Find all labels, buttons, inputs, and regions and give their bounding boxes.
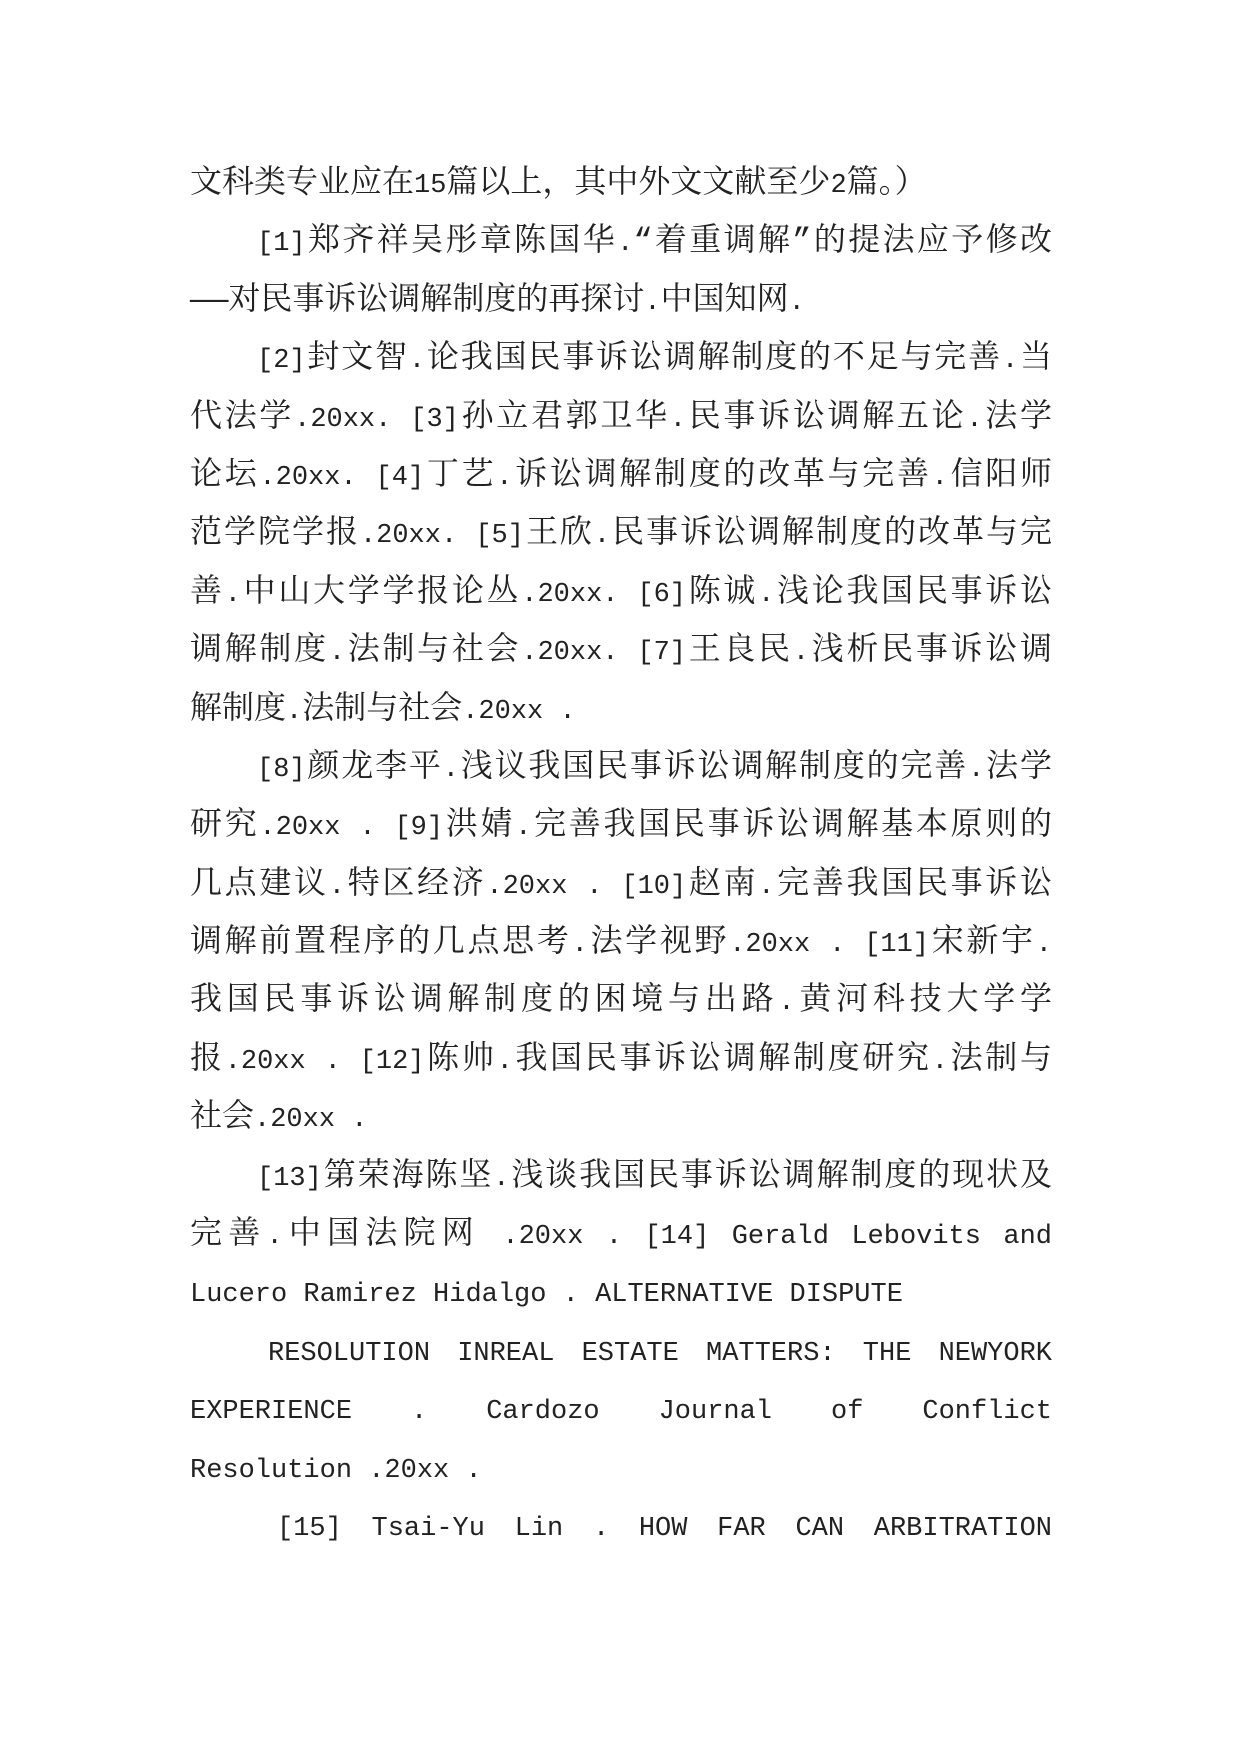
reference-paragraph (190, 213, 1052, 330)
reference-paragraph (190, 1498, 1052, 1556)
text-line: 范学院学报.20xx. [5]王欣.民事诉讼调解制度的改革与完 (190, 515, 1052, 553)
latin-run: . (515, 813, 532, 844)
latin-run: .20xx . [12] (224, 1046, 425, 1077)
latin-run: [13] (257, 1163, 322, 1194)
latin-run: .20xx. [3] (294, 404, 459, 435)
latin-run: . (1001, 346, 1019, 377)
text-line (190, 1498, 1052, 1556)
latin-run: . (442, 754, 459, 785)
latin-run: .20xx. [4] (259, 462, 425, 493)
text-line (190, 1440, 1052, 1498)
latin-run: .20xx. [5] (359, 521, 524, 552)
text-line: 调解制度.法制与社会.20xx. [7]王良民.浅析民事诉讼调 (190, 632, 1052, 670)
text-line: [13]第荣海陈坚.浅谈我国民事诉讼调解制度的现状及 (257, 1157, 1052, 1195)
reference-paragraph (190, 1148, 1052, 1323)
latin-run: . (328, 871, 345, 902)
latin-run: [2] (257, 346, 306, 377)
latin-run: . (792, 638, 810, 669)
latin-run: . (496, 1046, 513, 1077)
latin-run: .20xx . (254, 1105, 368, 1136)
latin-run: . (644, 287, 661, 318)
text-line: 论坛.20xx. [4]丁艺.诉讼调解制度的改革与完善.信阳师 (190, 456, 1052, 494)
latin-run: . (669, 404, 686, 435)
latin-run: . (931, 1046, 948, 1077)
latin-run: . (328, 638, 346, 669)
text-line: [1]郑齐祥吴彤章陈国华.“着重调解”的提法应予修改 (257, 223, 1052, 261)
latin-run: .20xx . [11] (729, 930, 930, 961)
reference-paragraph (190, 330, 1052, 739)
text-line: ——对民事诉讼调解制度的再探讨.中国知网. (190, 281, 805, 319)
latin-run: EXPERIENCE . Cardozo Journal of Conflict (190, 1397, 1052, 1428)
text-line: 社会.20xx . (190, 1099, 368, 1137)
latin-run: .20xx . [14] Gerald Lebovits and (479, 1222, 1052, 1253)
text-line (190, 1381, 1052, 1439)
latin-run: RESOLUTION INREAL ESTATE MATTERS: THE NEWYORK (268, 1338, 1052, 1369)
text-line: 我国民事诉讼调解制度的困境与出路.黄河科技大学学 (190, 982, 1052, 1020)
latin-run: . (966, 404, 983, 435)
text-line (190, 1323, 1052, 1381)
text-line: 善.中山大学学报论丛.20xx. [6]陈诚.浅论我国民事诉讼 (190, 573, 1052, 611)
text-line: 代法学.20xx. [3]孙立君郭卫华.民事诉讼调解五论.法学 (190, 398, 1052, 436)
latin-run: [8] (257, 754, 306, 785)
text-line: 完善.中国法院网 .20xx . [14] Gerald Lebovits and (190, 1216, 1052, 1254)
reference-paragraph (190, 739, 1052, 1148)
latin-run: . (224, 579, 241, 610)
latin-run: . (408, 346, 426, 377)
latin-run: . (493, 1163, 510, 1194)
latin-run: . (571, 930, 588, 961)
latin-run: 2 (830, 171, 847, 201)
latin-run: . (788, 287, 805, 318)
latin-run: . (758, 579, 775, 610)
latin-run: [1] (257, 229, 306, 260)
document-body (190, 155, 1052, 1556)
latin-run: . (931, 462, 948, 493)
latin-run: .20xx . [10] (486, 871, 687, 902)
latin-run: .20xx. [7] (521, 638, 686, 669)
latin-run: . (266, 1222, 283, 1253)
text-line (190, 1264, 1052, 1322)
latin-run: . (1035, 930, 1052, 961)
note-paragraph (190, 155, 1052, 213)
latin-run: . (758, 871, 775, 902)
latin-run: . (968, 754, 985, 785)
reference-paragraph (190, 1323, 1052, 1498)
text-line: [2]封文智.论我国民事诉讼调解制度的不足与完善.当 (257, 340, 1052, 378)
text-line: 几点建议.特区经济.20xx . [10]赵南.完善我国民事诉讼 (190, 865, 1052, 903)
text-line: 研究.20xx . [9]洪婧.完善我国民事诉讼调解基本原则的 (190, 807, 1052, 845)
latin-run: . (496, 462, 513, 493)
latin-run: 15 (414, 171, 447, 201)
text-line: 文科类专业应在15篇以上，其中外文文献至少2篇。） (190, 165, 927, 202)
latin-run: . (593, 521, 611, 552)
text-line: 解制度.法制与社会.20xx . (190, 690, 576, 728)
text-line: 调解前置程序的几点思考.法学视野.20xx . [11]宋新宇. (190, 924, 1052, 962)
latin-run: . (778, 988, 795, 1019)
latin-run: Resolution .20xx . (190, 1455, 482, 1486)
text-line: 报.20xx . [12]陈帅.我国民事诉讼调解制度研究.法制与 (190, 1040, 1052, 1078)
latin-run: Lucero Ramirez Hidalgo . ALTERNATIVE DISPUTE (190, 1280, 903, 1311)
text-line: [8]颜龙李平.浅议我国民事诉讼调解制度的完善.法学 (257, 748, 1052, 786)
latin-run: .20xx. [6] (521, 579, 686, 610)
latin-run: .20xx . [9] (259, 813, 444, 844)
latin-run: .20xx . (462, 696, 576, 727)
latin-run: . (617, 229, 634, 260)
latin-run: . (286, 696, 303, 727)
latin-run: [15] Tsai-Yu Lin . HOW FAR CAN ARBITRATION (277, 1513, 1052, 1544)
